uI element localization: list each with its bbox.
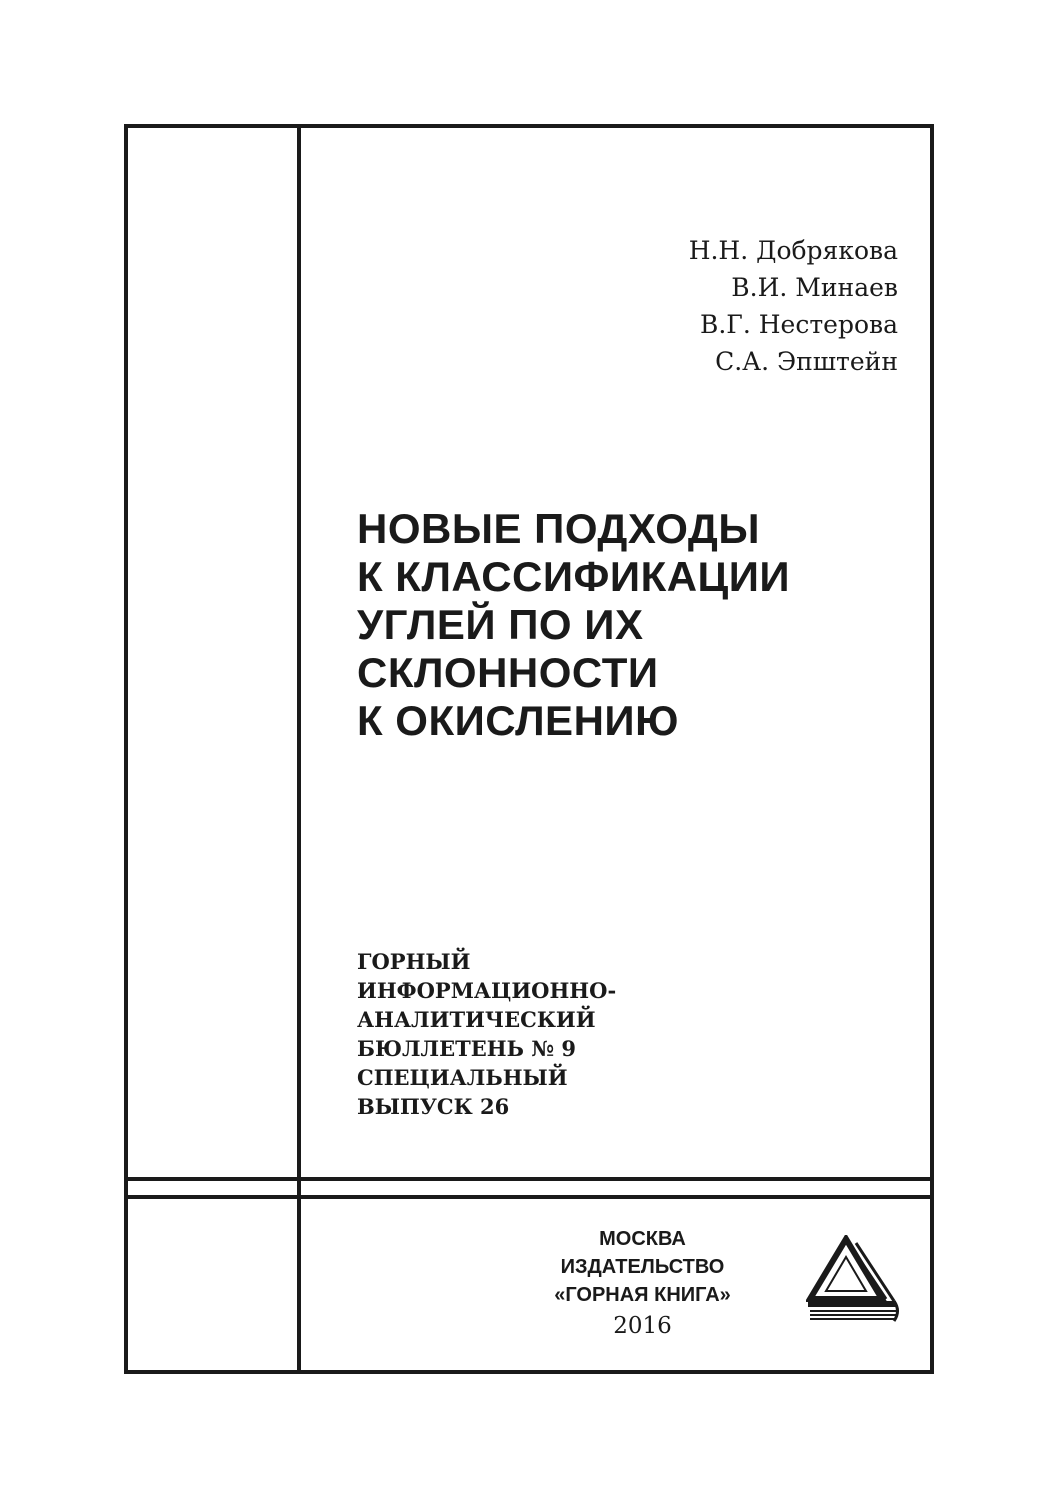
author-name: С.А. Эпштейн [715, 347, 898, 376]
book-title [357, 505, 790, 745]
title-line: СКЛОННОСТИ [357, 649, 659, 696]
publisher-city: МОСКВА [599, 1228, 686, 1250]
series-line: ГОРНЫЙ [357, 949, 471, 974]
title-line: К ОКИСЛЕНИЮ [357, 697, 679, 744]
author-name: В.Г. Нестерова [699, 310, 898, 339]
publisher-house: ИЗДАТЕЛЬСТВО [560, 1256, 725, 1278]
publisher-triangle-logo-icon [806, 1235, 902, 1325]
publisher-block [540, 1225, 745, 1343]
series-line: АНАЛИТИЧЕСКИЙ [357, 1007, 596, 1032]
author-name: В.И. Минаев [731, 273, 898, 302]
horizontal-rule-lower [124, 1195, 934, 1199]
authors-block [689, 232, 898, 380]
series-line: ИНФОРМАЦИОННО- [357, 978, 617, 1003]
vertical-rule [297, 124, 301, 1374]
title-line: К КЛАССИФИКАЦИИ [357, 553, 791, 600]
series-info [357, 947, 616, 1121]
publisher-name: «ГОРНАЯ КНИГА» [554, 1284, 731, 1306]
publication-year: 2016 [613, 1313, 672, 1339]
series-line: БЮЛЛЕТЕНЬ № 9 [357, 1036, 576, 1061]
title-line: НОВЫЕ ПОДХОДЫ [357, 505, 760, 552]
series-line: ВЫПУСК 26 [357, 1094, 510, 1119]
author-name: Н.Н. Добрякова [688, 236, 898, 265]
title-line: УГЛЕЙ ПО ИХ [357, 601, 644, 648]
series-line: СПЕЦИАЛЬНЫЙ [357, 1065, 568, 1090]
horizontal-rule-upper [124, 1177, 934, 1181]
